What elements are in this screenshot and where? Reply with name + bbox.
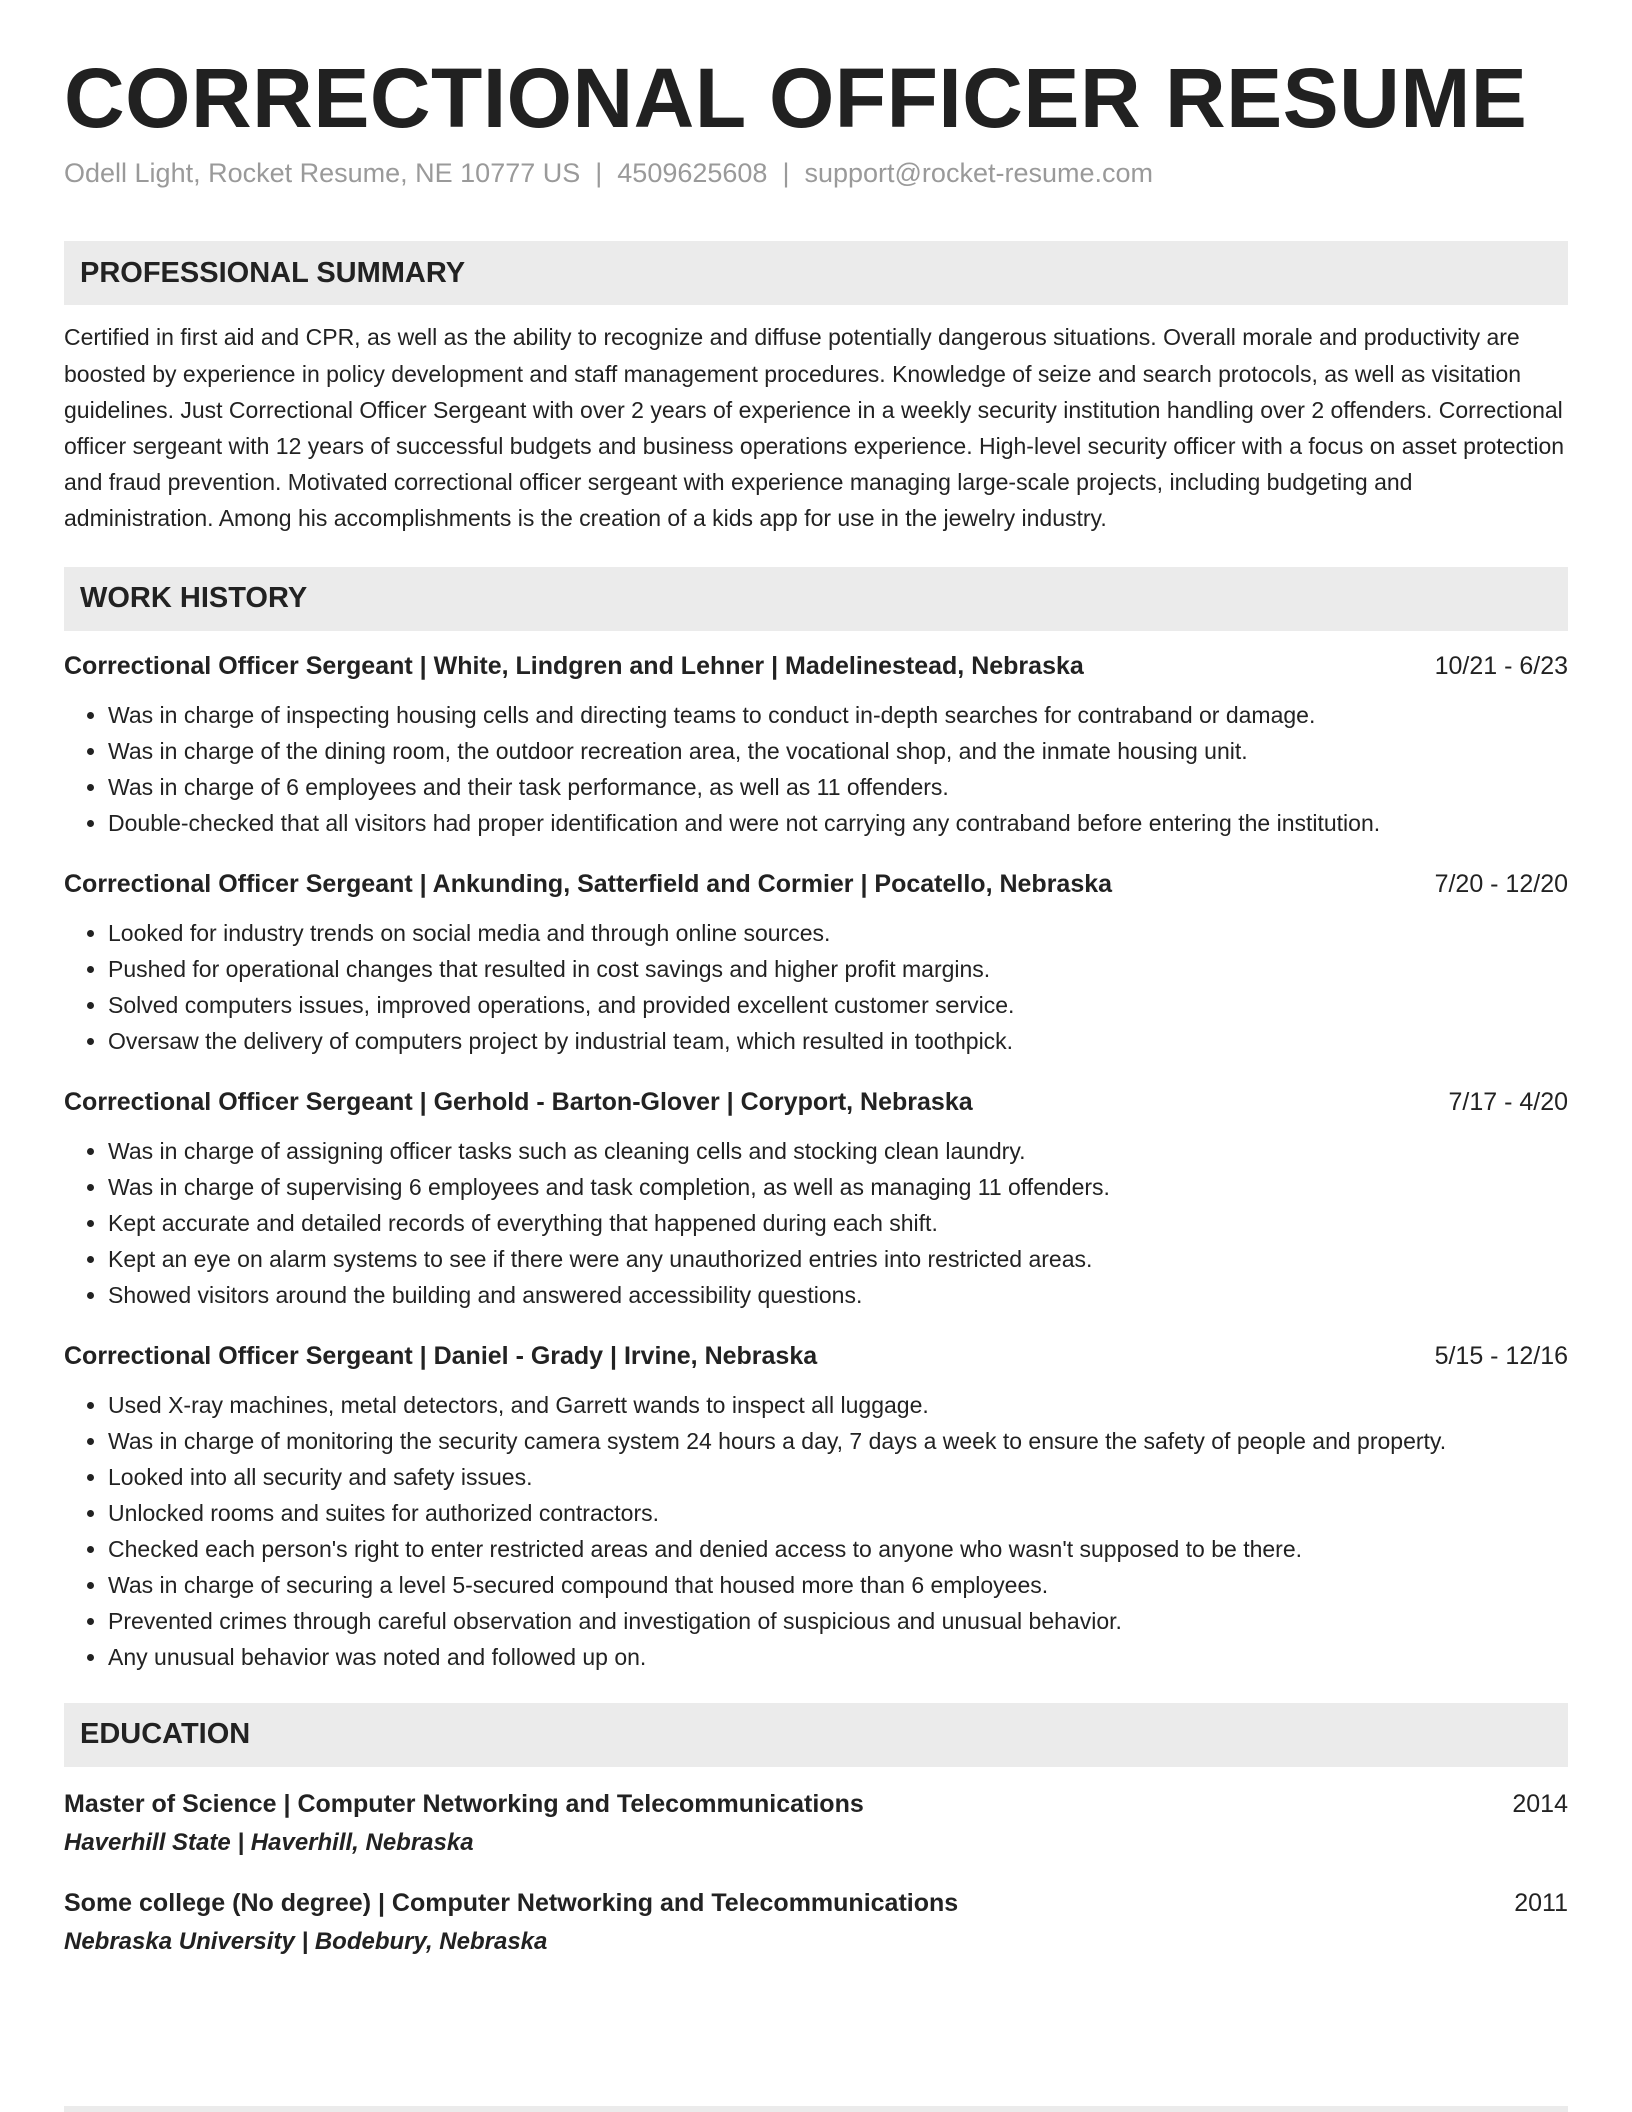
job-entry [64,1339,1568,1675]
job-dates: 7/17 - 4/20 [1448,1087,1568,1116]
summary-heading: PROFESSIONAL SUMMARY [64,241,1568,305]
contact-line [64,158,1568,189]
job-bullet: • Was in charge of monitoring the security camera system 24 hours a day, 7 days a week to ensure the safety of people and property. [108,1423,1568,1459]
job-dates: 5/15 - 12/16 [1434,1341,1568,1370]
job-bullet: • Looked for industry trends on social media and through online sources. [108,915,1568,951]
job-bullet: • Was in charge of supervising 6 employees and task completion, as well as managing 11 offenders. [108,1169,1568,1205]
summary-text: Certified in first aid and CPR, as well as the ability to recognize and diffuse potentially dangerous situations. Overall morale and productivity are boosted by experience in policy development and staff management procedures. Knowledge of seize and search protocols, as well as visitation guidelines. Just Correctional Officer Sergeant with over 2 years of experience in a weekly security institution handling over 2 offenders. Correctional officer sergeant with 12 years of successful budgets and business operations experience. High-level security officer with a focus on asset protection and fraud prevention. Motivated correctional officer sergeant with experience managing large-scale projects, including budgeting and administration. Among his accomplishments is the creation of a kids app for use in the jewelry industry. [64,324,1565,532]
job-entry [64,1085,1568,1313]
job-bullets [64,1387,1568,1675]
job-bullet: • Used X-ray machines, metal detectors, and Garrett wands to inspect all luggage. [108,1387,1568,1423]
job-bullets [64,1133,1568,1313]
contact-address: Odell Light, Rocket Resume, NE 10777 US [64,158,581,189]
job-bullet: • Prevented crimes through careful observation and investigation of suspicious and unusual behavior. [108,1603,1568,1639]
job-dates: 10/21 - 6/23 [1434,651,1568,680]
contact-phone: 4509625608 [617,158,768,189]
job-title: Correctional Officer Sergeant | Daniel - Grady | Irvine, Nebraska [64,1341,818,1370]
job-entry [64,649,1568,841]
job-title: Correctional Officer Sergeant | Ankunding, Satterfield and Cormier | Pocatello, Nebraska [64,869,1113,898]
education-entry [64,1886,1568,1959]
job-bullet: • Was in charge of the dining room, the outdoor recreation area, the vocational shop, and the inmate housing unit. [108,733,1568,769]
job-bullet: • Was in charge of 6 employees and their task performance, as well as 11 offenders. [108,769,1568,805]
education-heading: EDUCATION [64,1703,1568,1767]
bottom-divider [64,2106,1568,2112]
job-bullet: • Was in charge of assigning officer tasks such as cleaning cells and stocking clean laundry. [108,1133,1568,1169]
job-bullet: • Kept an eye on alarm systems to see if there were any unauthorized entries into restricted areas. [108,1241,1568,1277]
education-year: 2014 [1512,1789,1568,1818]
job-bullet: • Was in charge of inspecting housing cells and directing teams to conduct in-depth searches for contraband or damage. [108,697,1568,733]
job-title: Correctional Officer Sergeant | Gerhold - Barton-Glover | Coryport, Nebraska [64,1087,973,1116]
job-bullet: • Solved computers issues, improved operations, and provided excellent customer service. [108,987,1568,1023]
education-year: 2011 [1514,1888,1568,1917]
education-degree: Some college (No degree) | Computer Networking and Telecommunications [64,1888,959,1917]
job-bullet: • Showed visitors around the building and answered accessibility questions. [108,1277,1568,1313]
job-bullet: • Oversaw the delivery of computers project by industrial team, which resulted in toothpick. [108,1023,1568,1059]
job-bullet: • Looked into all security and safety issues. [108,1459,1568,1495]
job-bullet: • Unlocked rooms and suites for authorized contractors. [108,1495,1568,1531]
job-bullet: • Double-checked that all visitors had proper identification and were not carrying any contraband before entering the institution. [108,805,1568,841]
education-school: Haverhill State | Haverhill, Nebraska [64,1828,474,1856]
job-title: Correctional Officer Sergeant | White, Lindgren and Lehner | Madelinestead, Nebraska [64,651,1084,680]
job-bullet: • Pushed for operational changes that resulted in cost savings and higher profit margins. [108,951,1568,987]
job-dates: 7/20 - 12/20 [1434,869,1568,898]
job-entry [64,867,1568,1059]
education-degree: Master of Science | Computer Networking and Telecommunications [64,1789,864,1818]
education-school: Nebraska University | Bodebury, Nebraska [64,1927,548,1955]
resume-title: CORRECTIONAL OFFICER RESUME [64,51,1528,145]
work-history-heading: WORK HISTORY [64,567,1568,631]
contact-email: support@rocket-resume.com [804,158,1153,189]
job-bullet: • Any unusual behavior was noted and followed up on. [108,1639,1568,1675]
contact-separator: | [782,158,790,189]
job-bullets [64,697,1568,841]
contact-separator: | [595,158,603,189]
job-bullet: • Checked each person's right to enter restricted areas and denied access to anyone who wasn't supposed to be there. [108,1531,1568,1567]
education-entry [64,1787,1568,1860]
job-bullet: • Kept accurate and detailed records of everything that happened during each shift. [108,1205,1568,1241]
job-bullets [64,915,1568,1059]
job-bullet: • Was in charge of securing a level 5-secured compound that housed more than 6 employees. [108,1567,1568,1603]
